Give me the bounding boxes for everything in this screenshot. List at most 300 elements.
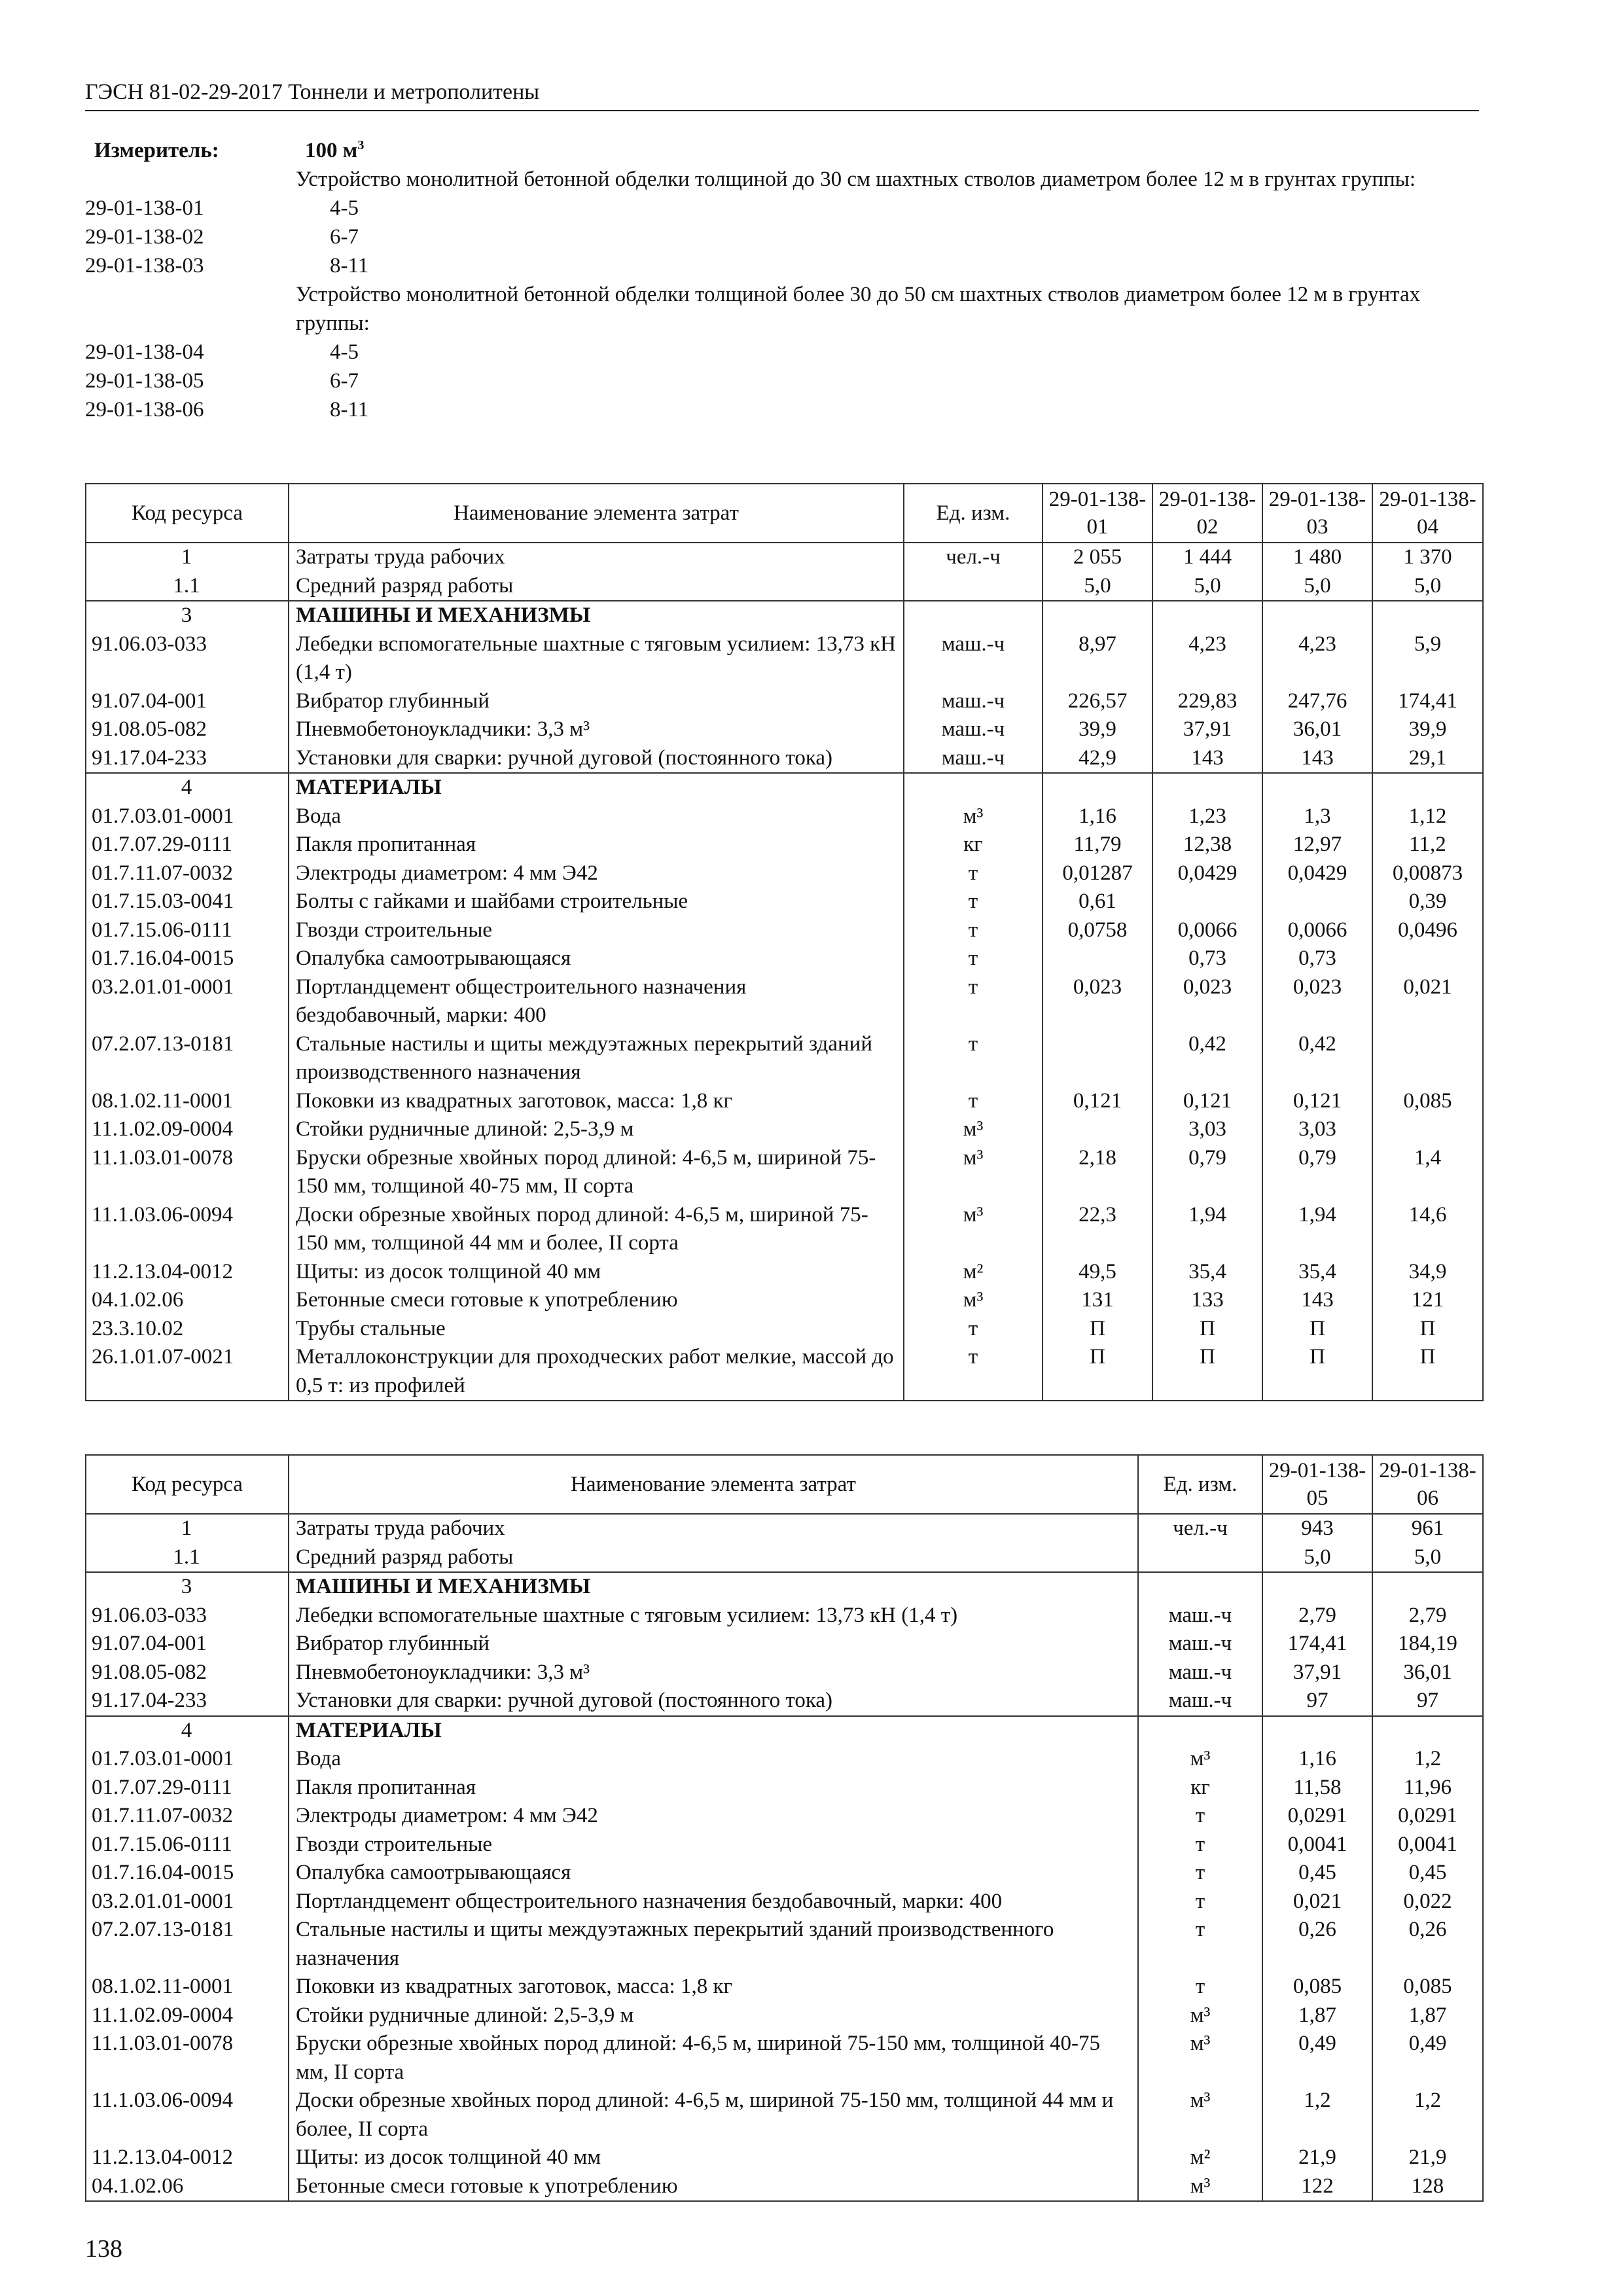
section-title: МАТЕРИАЛЫ [289,1716,1138,1746]
unit-cell: м³ [1138,2087,1262,2144]
value-cell: 0,45 [1262,1859,1372,1888]
resource-name: Поковки из квадратных заготовок, масса: 1,8 кг [289,1087,904,1116]
value-cell: 2,79 [1372,1602,1483,1630]
unit-cell: маш.-ч [904,715,1043,744]
meter-item-row [85,395,1479,424]
resource-code: 11.1.03.06-0094 [86,1201,289,1258]
meter-item-code: 29-01-138-05 [85,369,204,393]
value-cell: 0,121 [1043,1087,1152,1116]
value-cell: 229,83 [1152,687,1262,716]
meter-item-row [85,223,1479,251]
value-cell: 2,18 [1043,1144,1152,1201]
column-header: Ед. изм. [1138,1455,1262,1514]
value-cell [1043,1115,1152,1144]
value-cell: 0,0066 [1152,916,1262,945]
value-cell: П [1262,1343,1372,1401]
value-cell: 97 [1372,1687,1483,1716]
value-cell: 174,41 [1262,1630,1372,1659]
value-cell: 143 [1262,744,1372,774]
resource-name: Электроды диаметром: 4 мм Э42 [289,1802,1138,1831]
resource-code: 1.1 [86,1543,289,1573]
table-row [86,1916,1483,1973]
unit-cell: т [904,1315,1043,1344]
resource-code: 01.7.11.07-0032 [86,1802,289,1831]
value-cell [1152,888,1262,916]
value-cell: 0,085 [1372,1087,1483,1116]
value-cell [1043,1030,1152,1087]
table-row [86,2001,1483,2030]
group2-title-row [85,280,1479,338]
value-cell [1372,1572,1483,1602]
value-cell: 4,23 [1152,630,1262,687]
value-cell: 5,9 [1372,630,1483,687]
resource-code: 07.2.07.13-0181 [86,1916,289,1973]
value-cell: 35,4 [1262,1258,1372,1287]
unit-cell [904,773,1043,802]
resource-code: 91.17.04-233 [86,1687,289,1716]
resource-code: 11.1.03.01-0078 [86,1144,289,1201]
unit-cell: маш.-ч [904,630,1043,687]
resource-code: 01.7.11.07-0032 [86,859,289,888]
resource-name: Стальные настилы и щиты междуэтажных перекрытий зданий производственного назначения [289,1030,904,1087]
value-cell: 39,9 [1043,715,1152,744]
unit-cell: т [904,916,1043,945]
value-cell: 0,49 [1372,2030,1483,2087]
value-cell: 0,021 [1372,973,1483,1030]
value-cell: 0,0429 [1152,859,1262,888]
value-cell: 226,57 [1043,687,1152,716]
resource-code: 11.2.13.04-0012 [86,1258,289,1287]
value-cell [1262,1716,1372,1746]
value-cell: 0,085 [1372,1973,1483,2001]
meter-item-group: 6-7 [330,225,359,249]
column-header: 29-01-138-03 [1262,484,1372,543]
resource-code: 01.7.16.04-0015 [86,944,289,973]
column-header: 29-01-138-02 [1152,484,1262,543]
value-cell: 133 [1152,1286,1262,1315]
unit-cell [904,572,1043,601]
table-row [86,2030,1483,2087]
resource-name: Бетонные смеси готовые к употреблению [289,1286,904,1315]
meter-label: Измеритель: [94,139,219,162]
unit-cell: маш.-ч [1138,1630,1262,1659]
group1-items [85,194,1479,280]
value-cell: 42,9 [1043,744,1152,774]
value-cell: 5,0 [1372,1543,1483,1573]
unit-cell: т [904,859,1043,888]
value-cell: 121 [1372,1286,1483,1315]
unit-cell: м² [1138,2144,1262,2172]
table-row [86,859,1483,888]
resource-name: Средний разряд работы [289,1543,1138,1573]
unit-cell [1138,1543,1262,1573]
value-cell: 35,4 [1152,1258,1262,1287]
group1-title: Устройство монолитной бетонной обделки толщиной до 30 см шахтных стволов диаметром более 12 м в грунтах группы: [296,168,1416,191]
value-cell [1262,601,1372,630]
unit-cell: т [904,973,1043,1030]
value-cell: 0,01287 [1043,859,1152,888]
unit-cell: т [1138,1916,1262,1973]
table-row [86,1144,1483,1201]
resource-code: 07.2.07.13-0181 [86,1030,289,1087]
value-cell: 1,3 [1262,802,1372,831]
value-cell [1372,773,1483,802]
column-header: Наименование элемента затрат [289,1455,1138,1514]
resource-code: 01.7.15.06-0111 [86,916,289,945]
resource-name: Металлоконструкции для проходческих работ мелкие, массой до 0,5 т: из профилей [289,1343,904,1401]
resource-code: 91.17.04-233 [86,744,289,774]
table-row [86,1831,1483,1859]
meter-item-group: 4-5 [330,340,359,364]
value-cell: 5,0 [1152,572,1262,601]
meter-value: 100 $м^3$ [305,138,365,162]
meter-row [85,136,1479,165]
value-cell: 2,79 [1262,1602,1372,1630]
resource-table-2 [85,1454,1484,2202]
unit-cell: м³ [1138,1745,1262,1774]
column-header: Код ресурса [86,484,289,543]
value-cell: 0,61 [1043,888,1152,916]
value-cell: 5,0 [1262,572,1372,601]
resource-code: 1.1 [86,572,289,601]
meter-item-row [85,367,1479,395]
resource-name: Трубы стальные [289,1315,904,1344]
unit-cell: м³ [904,1201,1043,1258]
resource-code: 11.2.13.04-0012 [86,2144,289,2172]
resource-code: 01.7.03.01-0001 [86,1745,289,1774]
value-cell [1372,944,1483,973]
value-cell: 0,39 [1372,888,1483,916]
table-row [86,1572,1483,1602]
value-cell: 0,0041 [1372,1831,1483,1859]
table-row [86,888,1483,916]
resource-name: Портландцемент общестроительного назначения бездобавочный, марки: 400 [289,1888,1138,1916]
unit-cell: маш.-ч [1138,1659,1262,1687]
resource-code: 91.07.04-001 [86,687,289,716]
resource-code: 01.7.15.03-0041 [86,888,289,916]
table-row [86,1630,1483,1659]
column-header: 29-01-138-01 [1043,484,1152,543]
unit-cell: т [1138,1973,1262,2001]
value-cell: 0,79 [1152,1144,1262,1201]
unit-cell [1138,1716,1262,1746]
meter-item-group: 8-11 [330,254,369,278]
value-cell [1372,1030,1483,1087]
value-cell: 3,03 [1262,1115,1372,1144]
unit-cell: м³ [1138,2172,1262,2202]
table-row [86,1201,1483,1258]
column-header: Ед. изм. [904,484,1043,543]
table-row [86,1514,1483,1543]
meter-item-code: 29-01-138-01 [85,196,204,220]
resource-table-1 [85,483,1484,1401]
unit-cell: т [1138,1831,1262,1859]
value-cell: 1,2 [1372,1745,1483,1774]
table-row [86,1315,1483,1344]
resource-code: 91.08.05-082 [86,715,289,744]
value-cell: П [1262,1315,1372,1344]
value-cell: 131 [1043,1286,1152,1315]
resource-code: 01.7.07.29-0111 [86,831,289,859]
value-cell: 3,03 [1152,1115,1262,1144]
meter-item-group: 4-5 [330,196,359,220]
table-row [86,1115,1483,1144]
meter-item-code: 29-01-138-04 [85,340,204,364]
meter-item-group: 6-7 [330,369,359,393]
resource-name: Поковки из квадратных заготовок, масса: 1,8 кг [289,1973,1138,2001]
value-cell: 961 [1372,1514,1483,1543]
table-row [86,1745,1483,1774]
value-cell: 97 [1262,1687,1372,1716]
table-row [86,572,1483,601]
column-header: Код ресурса [86,1455,289,1514]
value-cell: 0,00873 [1372,859,1483,888]
value-cell [1262,888,1372,916]
value-cell: 0,42 [1262,1030,1372,1087]
unit-cell: кг [904,831,1043,859]
meter-item-code: 29-01-138-06 [85,398,204,422]
value-cell: 12,97 [1262,831,1372,859]
group1-title-row [85,165,1479,194]
value-cell: 1,2 [1262,2087,1372,2144]
value-cell: 0,023 [1152,973,1262,1030]
resource-name: Гвозди строительные [289,1831,1138,1859]
value-cell: 184,19 [1372,1630,1483,1659]
resource-name: Щиты: из досок толщиной 40 мм [289,2144,1138,2172]
running-header: ГЭСН 81-02-29-2017 Тоннели и метрополитены [85,77,1479,111]
value-cell [1372,601,1483,630]
group2-title: Устройство монолитной бетонной обделки толщиной более 30 до 50 см шахтных стволов диаметром более 12 м в грунтах группы: [296,283,1421,335]
unit-cell: т [904,944,1043,973]
section-title: МАШИНЫ И МЕХАНИЗМЫ [289,601,904,630]
resource-name: Установки для сварки: ручной дуговой (постоянного тока) [289,1687,1138,1716]
table-row [86,715,1483,744]
unit-cell: т [1138,1888,1262,1916]
resource-code: 11.1.02.09-0004 [86,2001,289,2030]
unit-cell: м³ [904,1144,1043,1201]
resource-name: Лебедки вспомогательные шахтные с тяговым усилием: 13,73 кН (1,4 т) [289,630,904,687]
unit-cell: т [1138,1802,1262,1831]
value-cell: 11,96 [1372,1774,1483,1803]
resource-code: 23.3.10.02 [86,1315,289,1344]
unit-cell [904,601,1043,630]
value-cell: 0,45 [1372,1859,1483,1888]
resource-code: 1 [86,1514,289,1543]
resource-code: 01.7.15.06-0111 [86,1831,289,1859]
value-cell: 0,023 [1043,973,1152,1030]
value-cell: 0,73 [1262,944,1372,973]
value-cell: 1,94 [1262,1201,1372,1258]
resource-code: 03.2.01.01-0001 [86,973,289,1030]
value-cell: 12,38 [1152,831,1262,859]
resource-name: Щиты: из досок толщиной 40 мм [289,1258,904,1287]
value-cell: 0,021 [1262,1888,1372,1916]
table2-body [86,1514,1483,2201]
value-cell: П [1043,1315,1152,1344]
value-cell [1372,1115,1483,1144]
table-row [86,1687,1483,1716]
table-row [86,1659,1483,1687]
table-row [86,744,1483,774]
value-cell: 0,0041 [1262,1831,1372,1859]
value-cell: 1,23 [1152,802,1262,831]
measurement-block [85,136,1479,424]
table-row [86,1286,1483,1315]
resource-name: Бетонные смеси готовые к употреблению [289,2172,1138,2202]
table-row [86,2087,1483,2144]
table-row [86,601,1483,630]
unit-cell: м³ [1138,2001,1262,2030]
table-row [86,1859,1483,1888]
unit-cell: м³ [1138,2030,1262,2087]
value-cell: 1,12 [1372,802,1483,831]
value-cell: 0,0291 [1372,1802,1483,1831]
value-cell: 122 [1262,2172,1372,2202]
column-header: 29-01-138-05 [1262,1455,1372,1514]
resource-name: Вибратор глубинный [289,1630,1138,1659]
unit-cell: т [904,888,1043,916]
value-cell: 0,0758 [1043,916,1152,945]
value-cell: 11,2 [1372,831,1483,859]
value-cell: 34,9 [1372,1258,1483,1287]
unit-cell: м³ [904,1286,1043,1315]
resource-code: 03.2.01.01-0001 [86,1888,289,1916]
table-row [86,1258,1483,1287]
resource-name: Опалубка самоотрывающаяся [289,1859,1138,1888]
resource-name: Пневмобетоноукладчики: 3,3 м³ [289,715,904,744]
value-cell: 128 [1372,2172,1483,2202]
value-cell: 5,0 [1372,572,1483,601]
column-header: Наименование элемента затрат [289,484,904,543]
resource-name: Стойки рудничные длиной: 2,5-3,9 м [289,1115,904,1144]
value-cell: 0,49 [1262,2030,1372,2087]
value-cell: 0,023 [1262,973,1372,1030]
meter-item-row [85,338,1479,367]
value-cell [1043,601,1152,630]
resource-code: 26.1.01.07-0021 [86,1343,289,1401]
unit-cell: т [904,1343,1043,1401]
resource-code: 11.1.03.01-0078 [86,2030,289,2087]
value-cell: П [1372,1315,1483,1344]
value-cell: 0,0291 [1262,1802,1372,1831]
table-row [86,1716,1483,1746]
unit-cell: м³ [904,802,1043,831]
resource-name: Доски обрезные хвойных пород длиной: 4-6,5 м, шириной 75-150 мм, толщиной 44 мм и более, II сорта [289,2087,1138,2144]
value-cell: 2 055 [1043,543,1152,572]
resource-code: 08.1.02.11-0001 [86,1087,289,1116]
group2-items [85,338,1479,424]
table-row [86,1343,1483,1401]
table-row [86,2172,1483,2202]
value-cell: 0,26 [1372,1916,1483,1973]
value-cell [1262,773,1372,802]
resource-name: Электроды диаметром: 4 мм Э42 [289,859,904,888]
section-title: МАШИНЫ И МЕХАНИЗМЫ [289,1572,1138,1602]
value-cell: 1,4 [1372,1144,1483,1201]
value-cell [1372,1716,1483,1746]
value-cell: 1 444 [1152,543,1262,572]
resource-code: 91.07.04-001 [86,1630,289,1659]
value-cell: 0,79 [1262,1144,1372,1201]
value-cell: П [1152,1315,1262,1344]
value-cell: 4,23 [1262,630,1372,687]
value-cell: 5,0 [1043,572,1152,601]
value-cell: 0,0429 [1262,859,1372,888]
table-row [86,944,1483,973]
value-cell: П [1043,1343,1152,1401]
value-cell: 1 370 [1372,543,1483,572]
unit-cell: маш.-ч [904,687,1043,716]
value-cell: 0,0496 [1372,916,1483,945]
value-cell: 0,42 [1152,1030,1262,1087]
unit-cell: т [904,1030,1043,1087]
value-cell: 37,91 [1262,1659,1372,1687]
resource-code: 01.7.03.01-0001 [86,802,289,831]
value-cell: 0,085 [1262,1973,1372,2001]
resource-code: 1 [86,543,289,572]
section-title: МАТЕРИАЛЫ [289,773,904,802]
value-cell: 0,022 [1372,1888,1483,1916]
value-cell: 143 [1152,744,1262,774]
table-row [86,543,1483,572]
table1-body [86,543,1483,1401]
unit-cell: т [904,1087,1043,1116]
resource-name: Пневмобетоноукладчики: 3,3 м³ [289,1659,1138,1687]
value-cell: 174,41 [1372,687,1483,716]
table-row [86,1030,1483,1087]
meter-item-code: 29-01-138-02 [85,225,204,249]
resource-code: 91.06.03-033 [86,630,289,687]
value-cell: 29,1 [1372,744,1483,774]
unit-cell: чел.-ч [1138,1514,1262,1543]
resource-name: Гвозди строительные [289,916,904,945]
resource-name: Пакля пропитанная [289,831,904,859]
value-cell: 11,79 [1043,831,1152,859]
resource-code: 4 [86,773,289,802]
meter-item-row [85,251,1479,280]
value-cell: 11,58 [1262,1774,1372,1803]
value-cell: 0,121 [1152,1087,1262,1116]
resource-name: Установки для сварки: ручной дуговой (постоянного тока) [289,744,904,774]
unit-cell: чел.-ч [904,543,1043,572]
resource-name: Пакля пропитанная [289,1774,1138,1803]
value-cell [1262,1572,1372,1602]
table-row [86,802,1483,831]
table-row [86,773,1483,802]
value-cell: 21,9 [1372,2144,1483,2172]
column-header: 29-01-138-04 [1372,484,1483,543]
resource-name: Стойки рудничные длиной: 2,5-3,9 м [289,2001,1138,2030]
resource-name: Вибратор глубинный [289,687,904,716]
value-cell: 943 [1262,1514,1372,1543]
value-cell: 1,16 [1262,1745,1372,1774]
table1-header [86,484,1483,543]
value-cell: 39,9 [1372,715,1483,744]
value-cell: П [1372,1343,1483,1401]
table-row [86,1774,1483,1803]
resource-name: Вода [289,1745,1138,1774]
value-cell: 0,73 [1152,944,1262,973]
value-cell: 1,2 [1372,2087,1483,2144]
resource-code: 3 [86,1572,289,1602]
unit-cell: м³ [904,1115,1043,1144]
resource-name: Опалубка самоотрывающаяся [289,944,904,973]
column-header: 29-01-138-06 [1372,1455,1483,1514]
table-row [86,1602,1483,1630]
resource-code: 3 [86,601,289,630]
resource-name: Затраты труда рабочих [289,1514,1138,1543]
resource-name: Бруски обрезные хвойных пород длиной: 4-6,5 м, шириной 75-150 мм, толщиной 40-75 мм, II сорта [289,1144,904,1201]
